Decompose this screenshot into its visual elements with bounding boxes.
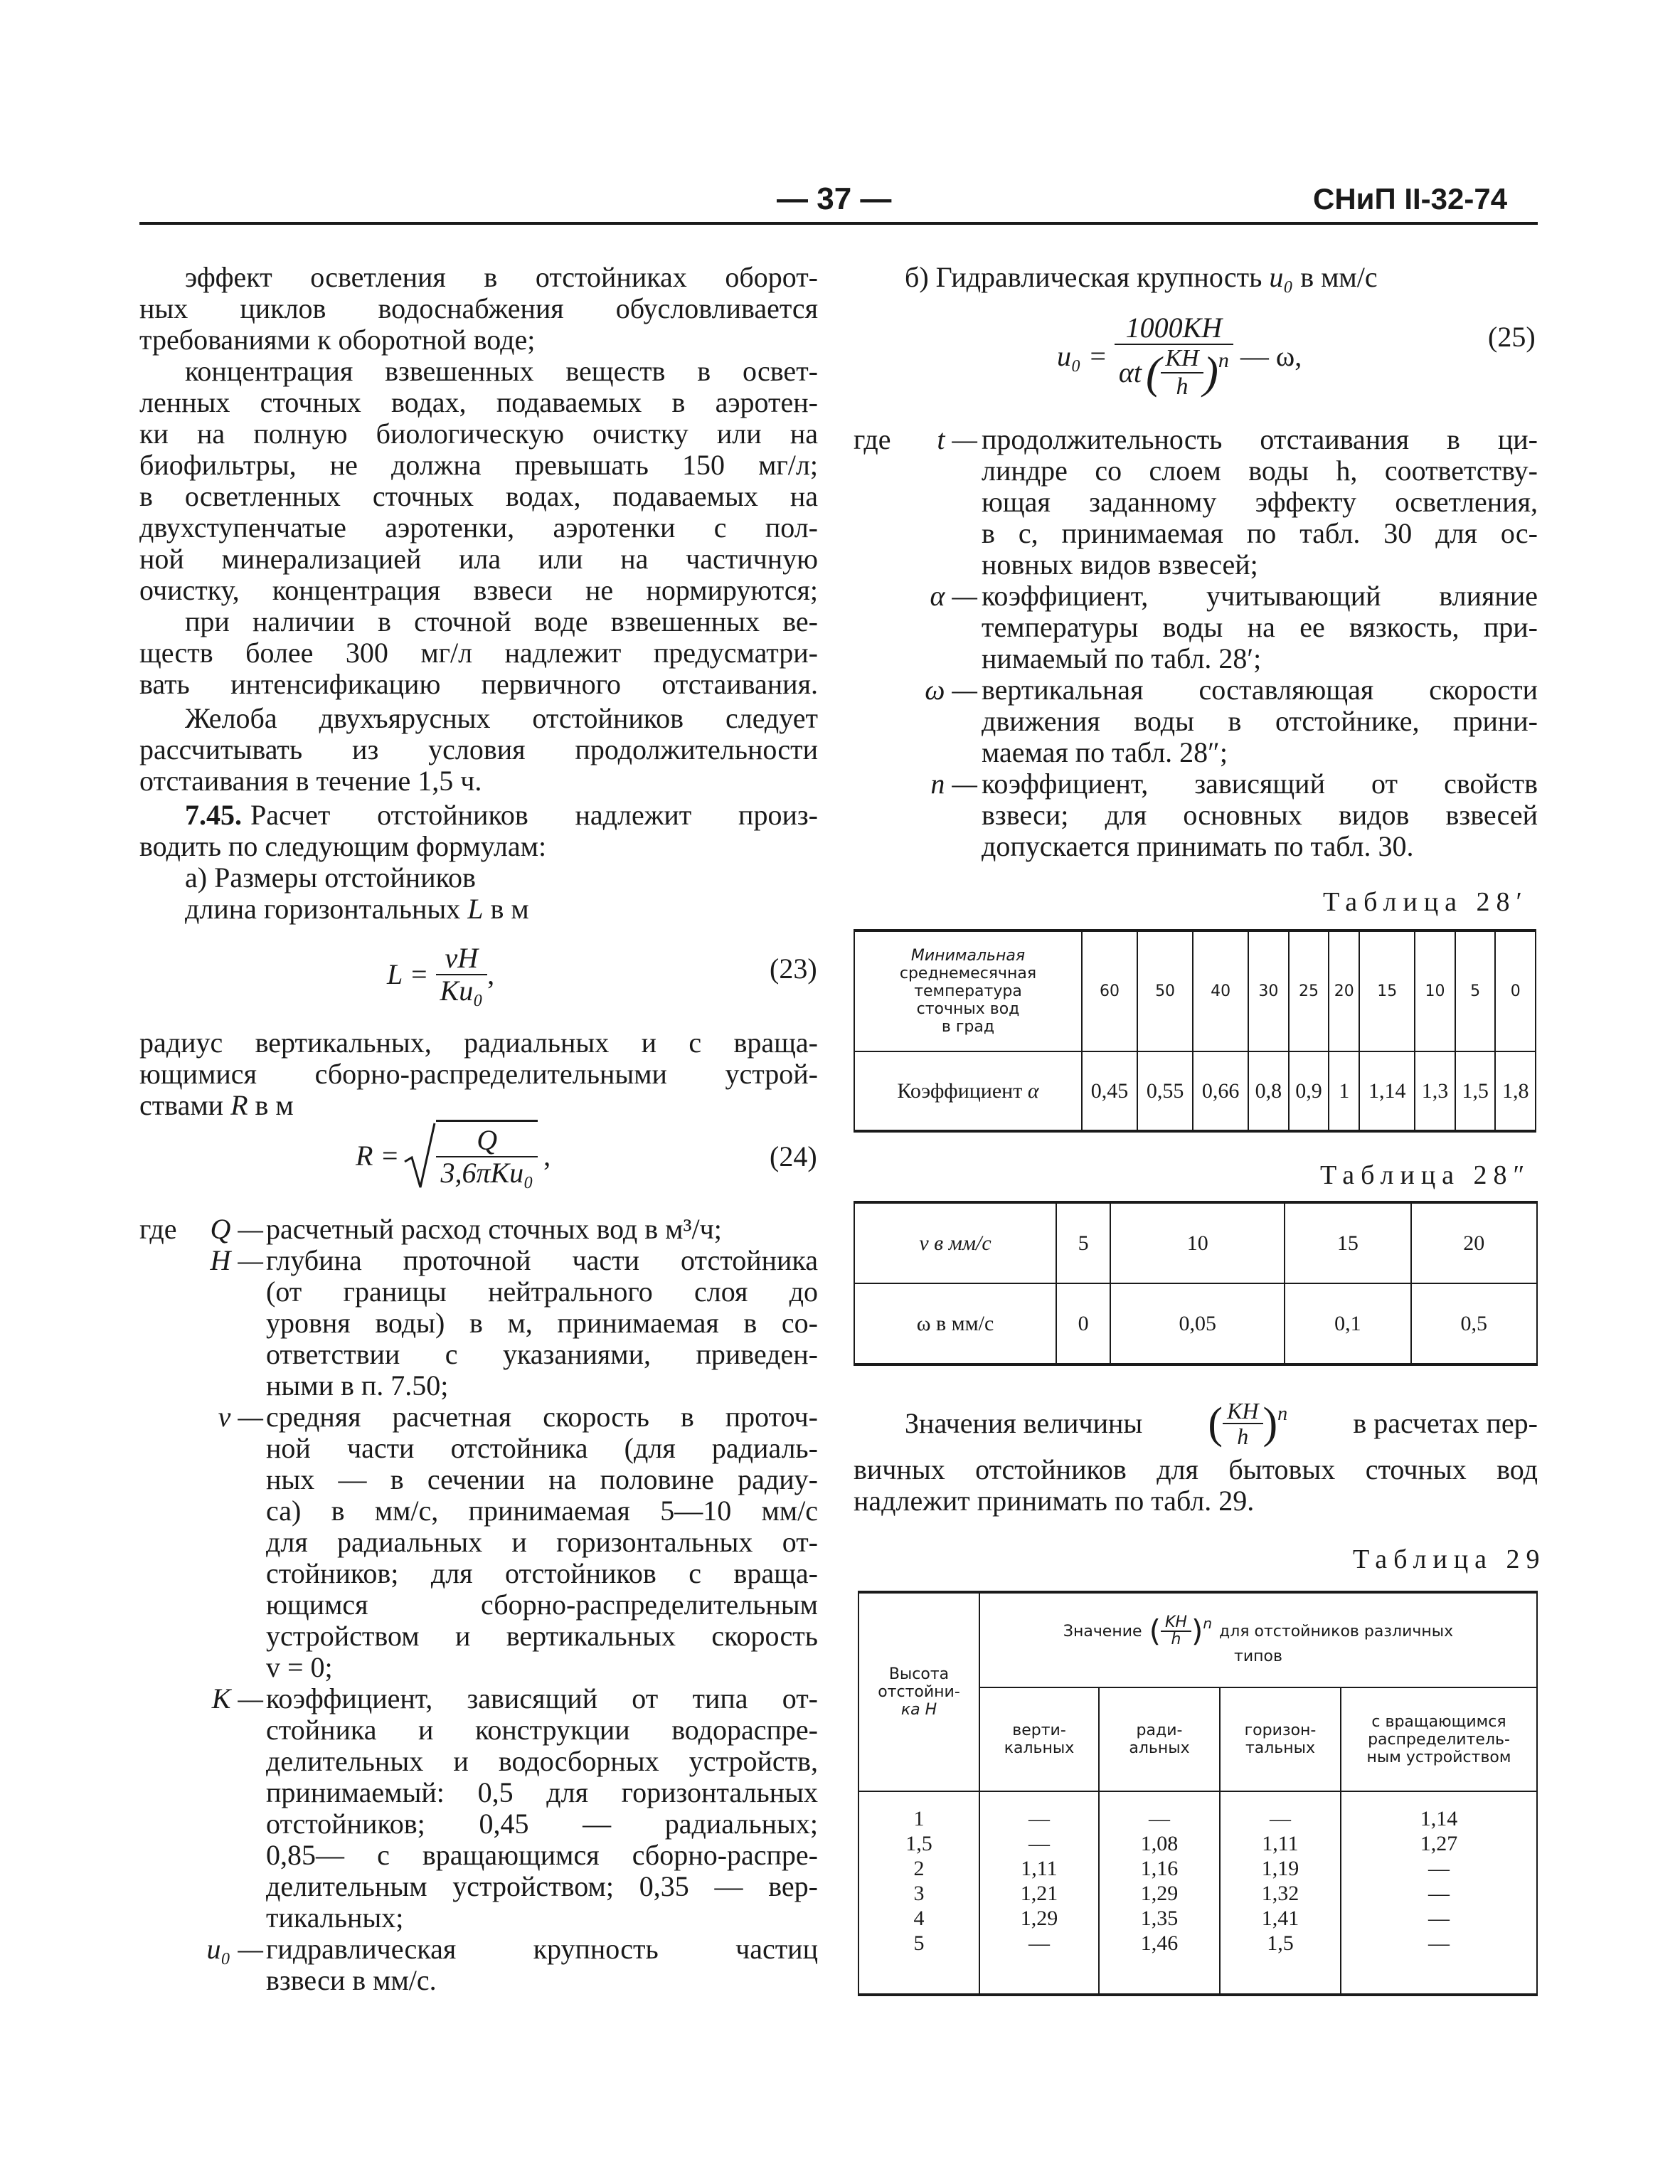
length-variable: L	[467, 893, 484, 925]
text-line: эффект осветления в отстойниках оборот-	[185, 261, 818, 293]
table-cell: —	[1028, 1931, 1050, 1955]
table-cell: 4	[913, 1907, 925, 1930]
table-cell: 1,29	[1140, 1882, 1179, 1905]
text-line: в осветленных сточных водах, подаваемых на	[139, 480, 818, 512]
text-line: ществ более 300 мг/л надлежит предусматри-	[139, 637, 818, 669]
text-line	[139, 1090, 294, 1121]
definition-line: ющая заданному эффекту осветления,	[982, 486, 1538, 518]
definition-line: маемая по табл. 28″;	[982, 736, 1228, 768]
definition-line: делительным устройством; 0,35 — вер-	[266, 1870, 818, 1902]
table-column-rotating	[1341, 1791, 1537, 1995]
item-a: а) Размеры отстойников	[185, 862, 476, 894]
table-cell: 1,3	[1415, 1051, 1455, 1131]
column-header	[979, 1687, 1099, 1791]
header-line: распределитель-	[1368, 1730, 1510, 1749]
table-cell: 1,8	[1495, 1051, 1536, 1131]
table-cell: 3	[913, 1882, 925, 1905]
right-paren: )	[1262, 1399, 1278, 1448]
text-line: ки на полную биологическую очистку или на	[139, 418, 818, 450]
text-line: двухступенчатые аэротенки, аэротенки с пол-	[139, 511, 818, 544]
page-number: — 37 —	[777, 181, 892, 216]
para29-text-start: Значения величины	[905, 1407, 1143, 1439]
table-row	[854, 1202, 1537, 1283]
table-cell: 1,32	[1261, 1882, 1299, 1905]
table-cell: 5	[1455, 931, 1496, 1051]
fraction-numerator: KH	[1223, 1399, 1262, 1424]
table-row-label	[854, 1202, 1056, 1283]
header-line: ным устройством	[1366, 1748, 1511, 1766]
definition-line: тикальных;	[266, 1902, 404, 1934]
table-cell: —	[1428, 1882, 1450, 1905]
formula-comma: ,	[487, 958, 495, 990]
text-line: ленных сточных водах, подаваемых в аэротен-	[139, 386, 818, 418]
header-text-start: Значение	[1063, 1622, 1142, 1640]
definition-line: глубина проточной части отстойника	[266, 1244, 818, 1276]
table-29-caption: Таблица 29	[1353, 1544, 1546, 1574]
definition-line: делительных и водосборных устройств,	[266, 1745, 818, 1777]
left-paren: (	[1146, 347, 1161, 398]
label-text: ω в мм/с	[916, 1311, 994, 1335]
definition-symbol: t —	[937, 423, 977, 455]
text-line: радиус вертикальных, радиальных и с враща-	[139, 1027, 818, 1059]
fraction-denominator: h	[1237, 1424, 1249, 1449]
header-line: горизон-	[1244, 1722, 1317, 1739]
exponent: n	[1277, 1403, 1288, 1425]
table-column-radial	[1099, 1791, 1220, 1995]
item-b-unit: в мм/с	[1300, 261, 1378, 293]
table-cell: 1,5	[1267, 1931, 1294, 1955]
table-cell: 0	[1495, 931, 1536, 1051]
table-cell: 1,14	[1420, 1807, 1458, 1830]
formula-fraction	[436, 943, 488, 1007]
text-line: при наличии в сточной воде взвешенных ве-	[185, 605, 818, 637]
table-cell: 1,21	[1020, 1882, 1058, 1905]
label-text: v в мм/с	[919, 1231, 991, 1255]
value-header-line1	[980, 1615, 1536, 1648]
definition-symbol: ω —	[925, 674, 977, 706]
table-row-label	[854, 1283, 1056, 1364]
table-cell: 15	[1359, 931, 1415, 1051]
right-paren: )	[1203, 347, 1218, 398]
text-line: ной минерализацией ила или на частичную	[139, 543, 818, 575]
table-cell: 0,5	[1411, 1283, 1537, 1364]
item-b-variable: u₀	[1269, 261, 1294, 293]
text-line: водить по следующим формулам:	[139, 830, 547, 862]
definition-line: средняя расчетная скорость в проточ-	[266, 1401, 818, 1433]
header-line: ради-	[1136, 1722, 1183, 1739]
table-cell: 20	[1411, 1202, 1537, 1283]
table-cell: 60	[1082, 931, 1137, 1051]
formula-24	[356, 1117, 551, 1195]
table-cell: 1,08	[1140, 1832, 1179, 1855]
definition-line: взвеси; для основных видов взвесей	[982, 799, 1538, 831]
table-cell: 0,9	[1289, 1051, 1329, 1131]
table-cell: 5	[1056, 1202, 1110, 1283]
definition-symbol: H —	[210, 1244, 263, 1276]
formula-fraction	[436, 1120, 538, 1189]
text-line: вать интенсификацию первичного отстаивания.	[139, 668, 818, 700]
item-b-text: б) Гидравлическая крупность	[905, 261, 1262, 293]
definition-line: уровня воды) в м, принимаемая в со-	[266, 1307, 818, 1339]
column-header	[1220, 1687, 1341, 1791]
label-variable: α	[1027, 1078, 1039, 1103]
table-column-height	[858, 1791, 979, 1995]
table-body-row	[858, 1791, 1537, 1995]
table-cell: —	[1428, 1857, 1450, 1880]
formula-25-number: (25)	[1488, 321, 1536, 353]
fraction-numerator: Q	[436, 1125, 538, 1157]
denominator-prefix: αt	[1118, 356, 1142, 388]
formula-comma: ,	[543, 1140, 551, 1172]
definition-line: v = 0;	[266, 1651, 333, 1683]
value-header-line2: типов	[1234, 1648, 1282, 1665]
table-cell: 1,11	[1262, 1832, 1299, 1855]
text-line: биофильтры, не должна превышать 150 мг/л;	[139, 449, 818, 481]
table-cell: 0	[1056, 1283, 1110, 1364]
definition-line: са) в мм/с, принимаемая 5—10 мм/с	[266, 1495, 818, 1527]
length-unit: в м	[490, 893, 529, 925]
definition-symbol: n —	[930, 768, 977, 800]
header-line: альных	[1129, 1739, 1190, 1757]
definition-line: движения воды в отстойнике, прини-	[982, 705, 1538, 737]
clause-text: Расчет отстойников надлежит произ-	[250, 799, 818, 831]
table-row	[854, 1051, 1536, 1131]
definition-line: принимаемый: 0,5 для горизонтальных	[266, 1776, 818, 1808]
label-line: сточных вод	[916, 1000, 1020, 1018]
text-line: ющимися сборно-распределительными устрой-	[139, 1058, 818, 1090]
definition-line: ной части отстойника (для радиаль-	[266, 1432, 818, 1464]
header-line: Высота	[888, 1665, 950, 1683]
formula-fraction	[1161, 1615, 1191, 1648]
table-cell: 1,46	[1140, 1931, 1179, 1955]
header-rule	[139, 222, 1538, 225]
table-cell: 5	[913, 1931, 925, 1955]
length-label-text: длина горизонтальных	[185, 893, 461, 925]
left-paren: (	[1149, 1613, 1161, 1648]
definition-line: ответствии с указаниями, приведен-	[266, 1338, 818, 1370]
fraction-denominator: Ku₀	[440, 975, 484, 1007]
definition-line: нимаемый по табл. 28′;	[982, 642, 1262, 674]
text-line: концентрация взвешенных веществ в освет-	[185, 355, 818, 387]
table-28b-caption: Таблица 28″	[1320, 1160, 1531, 1190]
fraction-numerator: vH	[436, 943, 488, 975]
table-cell: 0,45	[1082, 1051, 1137, 1131]
left-paren: (	[1208, 1399, 1223, 1448]
header-line: с вращающимся	[1371, 1712, 1506, 1731]
table-row	[854, 931, 1536, 1051]
table-cell: 0,05	[1110, 1283, 1285, 1364]
table-28b	[854, 1201, 1538, 1366]
label-line: температура	[914, 982, 1022, 1000]
height-header	[858, 1592, 979, 1791]
table-cell: 30	[1248, 931, 1289, 1051]
header-line: отстойни-	[878, 1683, 960, 1701]
table-cell: 0,55	[1137, 1051, 1193, 1131]
text-line: надлежит принимать по табл. 29.	[854, 1485, 1255, 1517]
clause-number: 7.45.	[185, 799, 242, 831]
table-cell: 1,27	[1420, 1832, 1458, 1855]
formula-23-number: (23)	[770, 953, 817, 985]
inner-denominator: h	[1176, 373, 1189, 400]
text-line: вичных отстойников для бытовых сточных вод	[854, 1453, 1538, 1485]
label-line: Минимальная	[910, 947, 1026, 965]
table-cell: 0,66	[1193, 1051, 1248, 1131]
definition-line: для радиальных и горизонтальных от-	[266, 1526, 818, 1558]
label-text: Коэффициент	[897, 1078, 1023, 1103]
table-column-vertical	[979, 1791, 1099, 1995]
table-cell: —	[1428, 1907, 1450, 1930]
table-cell: 1,5	[905, 1832, 932, 1855]
length-label	[185, 894, 529, 925]
table-29	[858, 1591, 1538, 1996]
definition-line: температуры воды на ее вязкость, при-	[982, 611, 1538, 643]
definition-line: допускается принимать по табл. 30.	[982, 830, 1414, 862]
formula-lhs: R =	[356, 1140, 400, 1172]
text-line: Желоба двухъярусных отстойников следует	[185, 702, 818, 734]
table-cell: 1	[1329, 1051, 1359, 1131]
definition-line: (от границы нейтрального слоя до	[266, 1276, 818, 1308]
definition-line: коэффициент, учитывающий влияние	[982, 580, 1538, 612]
header-line: ка H	[900, 1701, 937, 1719]
table-cell: 1,14	[1359, 1051, 1415, 1131]
definition-line: расчетный расход сточных вод в м³/ч;	[266, 1213, 722, 1245]
text-line: очистку, концентрация взвеси не нормируются;	[139, 574, 818, 606]
table-cell: 1,35	[1140, 1907, 1179, 1930]
definition-line: устройством и вертикальных скорость	[266, 1620, 818, 1652]
value-header	[979, 1592, 1537, 1687]
label-line: среднемесячная	[899, 965, 1037, 982]
header-line: верти-	[1012, 1722, 1066, 1739]
text-line	[185, 800, 818, 831]
formula-25	[1057, 303, 1302, 410]
fraction-denominator: h	[1171, 1631, 1181, 1648]
text-line: отстаивания в течение 1,5 ч.	[139, 765, 482, 797]
label-line: в град	[941, 1018, 995, 1036]
formula-lhs: L =	[387, 958, 429, 990]
header-line: тальных	[1245, 1739, 1316, 1757]
definition-line: линдре со слоем воды h, соответству-	[982, 455, 1538, 487]
definition-line: ющимся сборно-распределительным	[266, 1589, 818, 1621]
formula-lhs: u₀ =	[1057, 340, 1107, 372]
definition-line: отстойников; 0,45 — радиальных;	[266, 1808, 818, 1840]
definition-line: стойников; для отстойников с враща-	[266, 1557, 818, 1589]
fraction-denominator: 3,6πKu₀	[440, 1156, 534, 1189]
exponent: n	[1218, 349, 1229, 372]
definition-line: 0,85— с вращающимся сборно-распре-	[266, 1839, 818, 1871]
fraction-numerator: KH	[1161, 1615, 1191, 1632]
header-text-end: для отстойников различных	[1219, 1622, 1454, 1640]
formula-23	[387, 939, 494, 1010]
exponent: n	[1203, 1615, 1213, 1632]
table-cell: 1,16	[1140, 1857, 1179, 1880]
text-line: рассчитывать из условия продолжительности	[139, 733, 818, 765]
text-line: ных циклов водоснабжения обусловливается	[139, 292, 818, 324]
table-cell: 10	[1110, 1202, 1285, 1283]
table-cell: 1,41	[1261, 1907, 1299, 1930]
table-cell: 50	[1137, 931, 1193, 1051]
table-cell: 20	[1329, 931, 1359, 1051]
where-label: где	[854, 423, 891, 455]
definition-line: взвеси в мм/с.	[266, 1964, 437, 1996]
column-header	[1341, 1687, 1537, 1791]
table-cell: 1,19	[1261, 1857, 1299, 1880]
inner-numerator: KH	[1161, 345, 1203, 373]
document-code: СНиП II-32-74	[1313, 182, 1508, 216]
definition-symbol: u₀ —	[206, 1933, 263, 1965]
inner-fraction	[1161, 345, 1203, 401]
radius-unit: в м	[255, 1089, 294, 1121]
formula-tail: — ω,	[1240, 340, 1302, 372]
para29-formula	[1208, 1399, 1287, 1448]
table-cell: 1,11	[1021, 1857, 1058, 1880]
table-cell: 1,5	[1455, 1051, 1496, 1131]
table-28a-caption: Таблица 28′	[1323, 887, 1529, 917]
definition-line: гидравлическая крупность частиц	[266, 1933, 818, 1965]
formula-fraction	[1223, 1399, 1262, 1448]
table-column-horizontal	[1220, 1791, 1341, 1995]
table-cell: 0,1	[1285, 1283, 1410, 1364]
definition-line: стойника и конструкции водораспре-	[266, 1714, 818, 1746]
para29-line1	[905, 1399, 1538, 1448]
table-cell: 25	[1289, 931, 1329, 1051]
table-row	[854, 1283, 1537, 1364]
table-header-row	[858, 1592, 1537, 1687]
definition-symbol: Q —	[210, 1213, 263, 1245]
definition-line: коэффициент, зависящий от типа от-	[266, 1682, 818, 1714]
table-cell: —	[1270, 1807, 1291, 1830]
table-cell: 2	[913, 1857, 925, 1880]
definition-symbol: α —	[930, 580, 977, 612]
column-header	[1099, 1687, 1220, 1791]
definition-line: ными в п. 7.50;	[266, 1369, 449, 1401]
definition-line: новных видов взвесей;	[982, 548, 1258, 581]
definition-line: вертикальная составляющая скорости	[982, 674, 1538, 706]
table-cell: —	[1428, 1931, 1450, 1955]
fraction-denominator	[1115, 345, 1233, 401]
definition-line: коэффициент, зависящий от свойств	[982, 768, 1538, 800]
table-row-label	[854, 1051, 1082, 1131]
formula-24-number: (24)	[770, 1140, 817, 1172]
table-cell: 10	[1415, 931, 1455, 1051]
radius-variable: R	[230, 1089, 248, 1121]
radius-text: ствами	[139, 1089, 224, 1121]
table-cell: 0,8	[1248, 1051, 1289, 1131]
sqrt-icon	[403, 1122, 436, 1190]
table-cell: 15	[1285, 1202, 1410, 1283]
item-b	[905, 262, 1378, 293]
table-cell: 1,29	[1020, 1907, 1058, 1930]
table-cell: —	[1028, 1832, 1050, 1855]
table-cell: 40	[1193, 931, 1248, 1051]
where-label: где	[139, 1213, 177, 1245]
definition-symbol: v —	[218, 1401, 263, 1433]
table-28a	[854, 929, 1536, 1133]
table-cell: —	[1149, 1807, 1170, 1830]
definition-symbol: K —	[211, 1682, 263, 1714]
definition-line: в с, принимаемая по табл. 30 для ос-	[982, 517, 1538, 549]
definition-line: продолжительность отстаивания в ци-	[982, 423, 1538, 455]
table-row-label	[854, 931, 1082, 1051]
table-cell: 1	[913, 1807, 925, 1830]
header-line: кальных	[1004, 1739, 1075, 1757]
formula-fraction	[1115, 312, 1233, 401]
definition-line: ных — в сечении на половине радиу-	[266, 1463, 818, 1495]
para29-text-end: в расчетах пер-	[1353, 1407, 1538, 1439]
text-line: требованиями к оборотной воде;	[139, 324, 536, 356]
fraction-numerator: 1000KH	[1115, 312, 1233, 345]
right-paren: )	[1191, 1613, 1203, 1648]
table-cell: —	[1028, 1807, 1050, 1830]
